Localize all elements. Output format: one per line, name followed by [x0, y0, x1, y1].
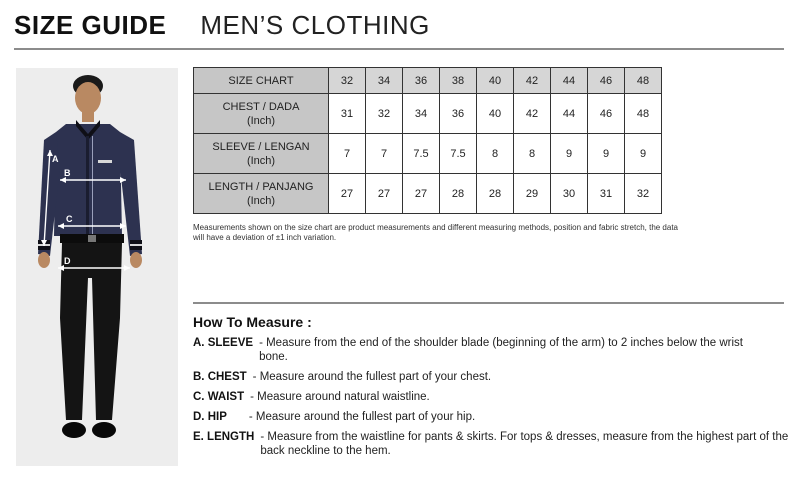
table-cell: 9: [588, 134, 625, 174]
measure-item-chest: [193, 370, 793, 384]
table-cell: 34: [403, 94, 440, 134]
measure-list: [193, 336, 793, 464]
measure-item-length: [193, 430, 793, 458]
measure-desc: - Measure around the fullest part of your chest.: [252, 371, 492, 383]
how-to-measure-title: How To Measure :: [193, 314, 312, 330]
measure-label: A. SLEEVE: [193, 337, 254, 349]
measure-label: D. HIP: [193, 411, 227, 423]
marker-b-label: B: [64, 168, 71, 178]
size-header-cell: 48: [625, 68, 662, 94]
marker-d-label: D: [64, 256, 71, 266]
page-header: [14, 10, 430, 44]
table-cell: 44: [551, 94, 588, 134]
table-cell: 31: [588, 174, 625, 214]
row-label-unit: (Inch): [246, 194, 276, 207]
measure-desc: - Measure around the fullest part of your hip.: [248, 411, 476, 423]
measure-item-waist: [193, 390, 793, 404]
model-illustration: [16, 68, 178, 466]
marker-a-label: A: [52, 154, 59, 164]
table-cell: 7.5: [440, 134, 477, 174]
table-cell: 27: [329, 174, 366, 214]
table-cell: 32: [625, 174, 662, 214]
table-cell: 7.5: [403, 134, 440, 174]
page-title: SIZE GUIDE: [14, 10, 167, 40]
measure-label: E. LENGTH: [193, 431, 255, 443]
measure-desc: - Measure from the end of the shoulder blade (beginning of the arm) to 2 inches below the wrist bone.: [259, 337, 743, 363]
row-label-length: [194, 174, 329, 214]
table-cell: 32: [366, 94, 403, 134]
size-header-cell: 38: [440, 68, 477, 94]
size-chart-table: [193, 67, 662, 214]
table-cell: 42: [514, 94, 551, 134]
measure-label: C. WAIST: [193, 391, 245, 403]
row-label-sleeve: [194, 134, 329, 174]
table-cell: 8: [514, 134, 551, 174]
table-row-sleeve: [194, 134, 662, 174]
model-photo: [16, 68, 178, 466]
table-cell: 30: [551, 174, 588, 214]
table-cell: 7: [329, 134, 366, 174]
section-divider: [193, 302, 784, 304]
table-row-chest: [194, 94, 662, 134]
size-header-cell: 40: [477, 68, 514, 94]
marker-c-label: C: [66, 214, 73, 224]
table-cell: 27: [403, 174, 440, 214]
row-label-unit: (Inch): [246, 154, 276, 167]
table-cell: 31: [329, 94, 366, 134]
measure-item-sleeve: [193, 336, 793, 364]
size-header-cell: 34: [366, 68, 403, 94]
page-subtitle: MEN’S CLOTHING: [200, 10, 430, 40]
measure-item-hip: [193, 410, 793, 424]
row-label-line: SLEEVE / LENGAN: [212, 140, 310, 153]
size-header-cell: 46: [588, 68, 625, 94]
table-cell: 27: [366, 174, 403, 214]
size-header-cell: 36: [403, 68, 440, 94]
table-row-length: [194, 174, 662, 214]
row-label-line: CHEST / DADA: [222, 100, 300, 113]
measurement-note: Measurements shown on the size chart are product measurements and different measuring methods, position and fabric stretch, the data will have a deviation of ±1 inch variation.: [193, 223, 679, 242]
table-cell: 28: [477, 174, 514, 214]
table-cell: 46: [588, 94, 625, 134]
size-chart-header: SIZE CHART: [194, 68, 329, 94]
measure-desc: - Measure from the waistline for pants & skirts. For tops & dresses, measure from the highest part of the back neckline to the hem.: [260, 431, 789, 457]
table-cell: 36: [440, 94, 477, 134]
table-cell: 7: [366, 134, 403, 174]
table-cell: 9: [551, 134, 588, 174]
size-header-cell: 42: [514, 68, 551, 94]
table-cell: 28: [440, 174, 477, 214]
table-cell: 48: [625, 94, 662, 134]
table-cell: 8: [477, 134, 514, 174]
table-cell: 40: [477, 94, 514, 134]
table-cell: 29: [514, 174, 551, 214]
measure-label: B. CHEST: [193, 371, 247, 383]
row-label-chest: [194, 94, 329, 134]
measure-desc: - Measure around natural waistline.: [250, 391, 430, 403]
table-header-row: [194, 68, 662, 94]
header-divider: [14, 48, 784, 50]
row-label-line: LENGTH / PANJANG: [208, 180, 314, 193]
row-label-unit: (Inch): [246, 114, 276, 127]
size-header-cell: 44: [551, 68, 588, 94]
size-header-cell: 32: [329, 68, 366, 94]
table-cell: 9: [625, 134, 662, 174]
